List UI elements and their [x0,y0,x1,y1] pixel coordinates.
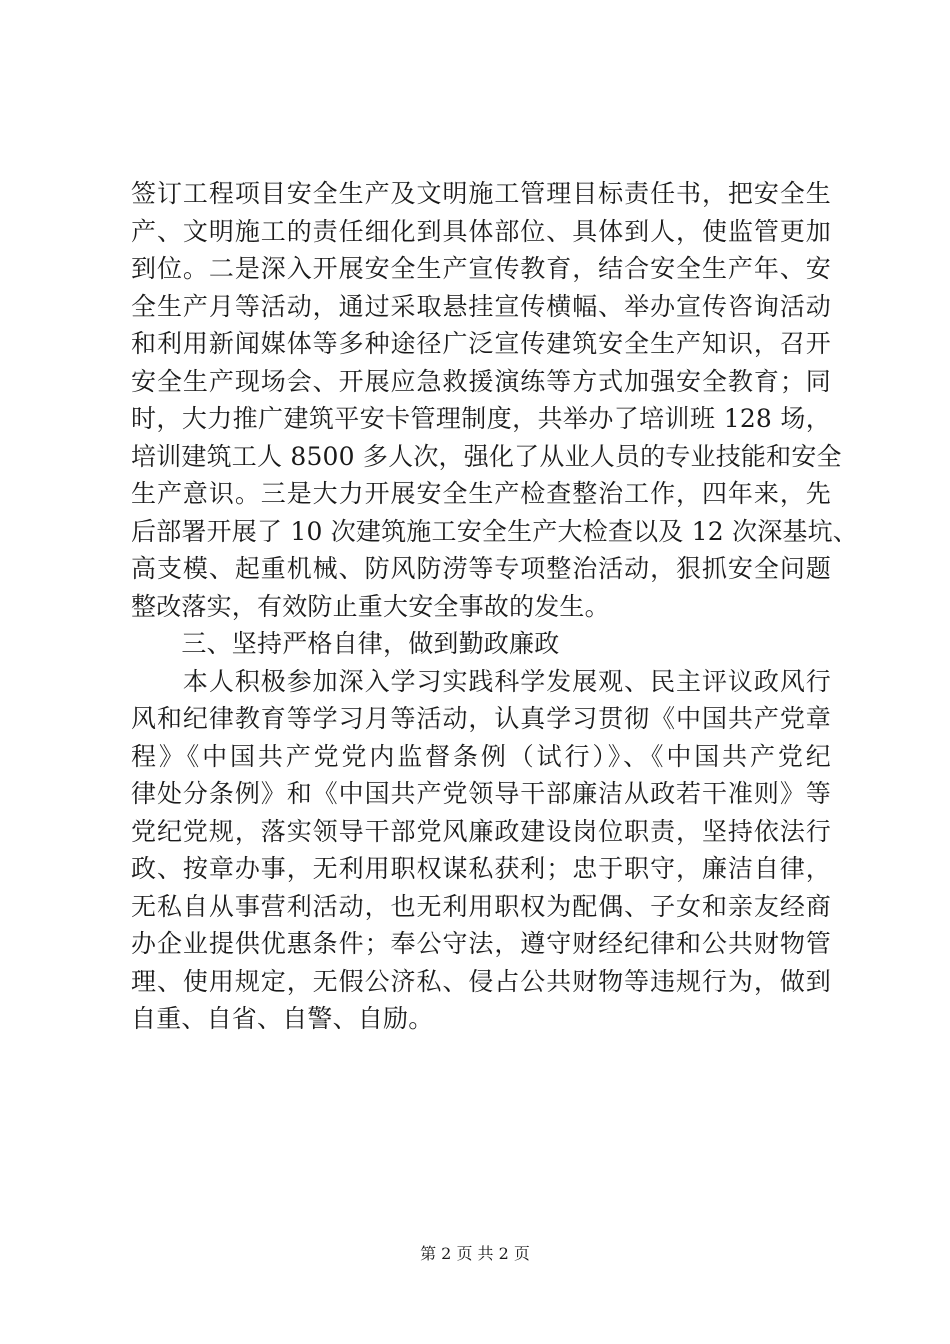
text-line: 全生产月等活动，通过采取悬挂宣传横幅、举办宣传咨询活动 [131,291,831,321]
text-line: 无私自从事营利活动，也无利用职权为配偶、子女和亲友经商 [131,891,831,921]
text-line: 时，大力推广建筑平安卡管理制度，共举办了培训班 128 场， [131,404,831,433]
text-line: 办企业提供优惠条件；奉公守法，遵守财经纪律和公共财物管 [131,929,831,958]
text-line: 律处分条例》和《中国共产党领导干部廉洁从政若干准则》等 [131,779,831,808]
body-text [131,175,859,1038]
text-line: 生产意识。三是大力开展安全生产检查整治工作，四年来，先 [131,479,831,508]
section-heading: 三、坚持严格自律，做到勤政廉政 [131,629,560,658]
text-line: 后部署开展了 10 次建筑施工安全生产大检查以及 12 次深基坑、 [131,516,859,546]
text-line: 安全生产现场会、开展应急救援演练等方式加强安全教育；同 [131,366,831,396]
text-line: 党纪党规，落实领导干部党风廉政建设岗位职责，坚持依法行 [131,816,831,846]
text-line: 整改落实，有效防止重大安全事故的发生。 [131,591,610,621]
text-line: 和利用新闻媒体等多种途径广泛宣传建筑安全生产知识，召开 [131,329,831,358]
text-line: 高支模、起重机械、防风防涝等专项整治活动，狠抓安全问题 [131,554,831,583]
text-line: 理、使用规定，无假公济私、侵占公共财物等违规行为，做到 [131,966,831,996]
text-line: 本人积极参加深入学习实践科学发展观、民主评议政风行 [131,666,831,696]
text-line: 政、按章办事，无利用职权谋私获利；忠于职守，廉洁自律， [131,854,831,883]
text-line: 到位。二是深入开展安全生产宣传教育，结合安全生产年、安 [131,254,831,283]
page-number-label: 第 2 页 共 2 页 [420,1244,530,1263]
text-line: 培训建筑工人 8500 多人次，强化了从业人员的专业技能和安全 [131,441,842,471]
text-line: 产、文明施工的责任细化到具体部位、具体到人，使监管更加 [131,216,831,246]
text-line: 风和纪律教育等学习月等活动，认真学习贯彻《中国共产党章 [131,704,831,733]
page-footer [0,1243,950,1265]
text-line: 签订工程项目安全生产及文明施工管理目标责任书，把安全生 [131,179,831,208]
text-line: 自重、自省、自警、自励。 [131,1004,434,1033]
text-line: 程》《中国共产党党内监督条例（试行）》、《中国共产党纪 [131,741,831,771]
